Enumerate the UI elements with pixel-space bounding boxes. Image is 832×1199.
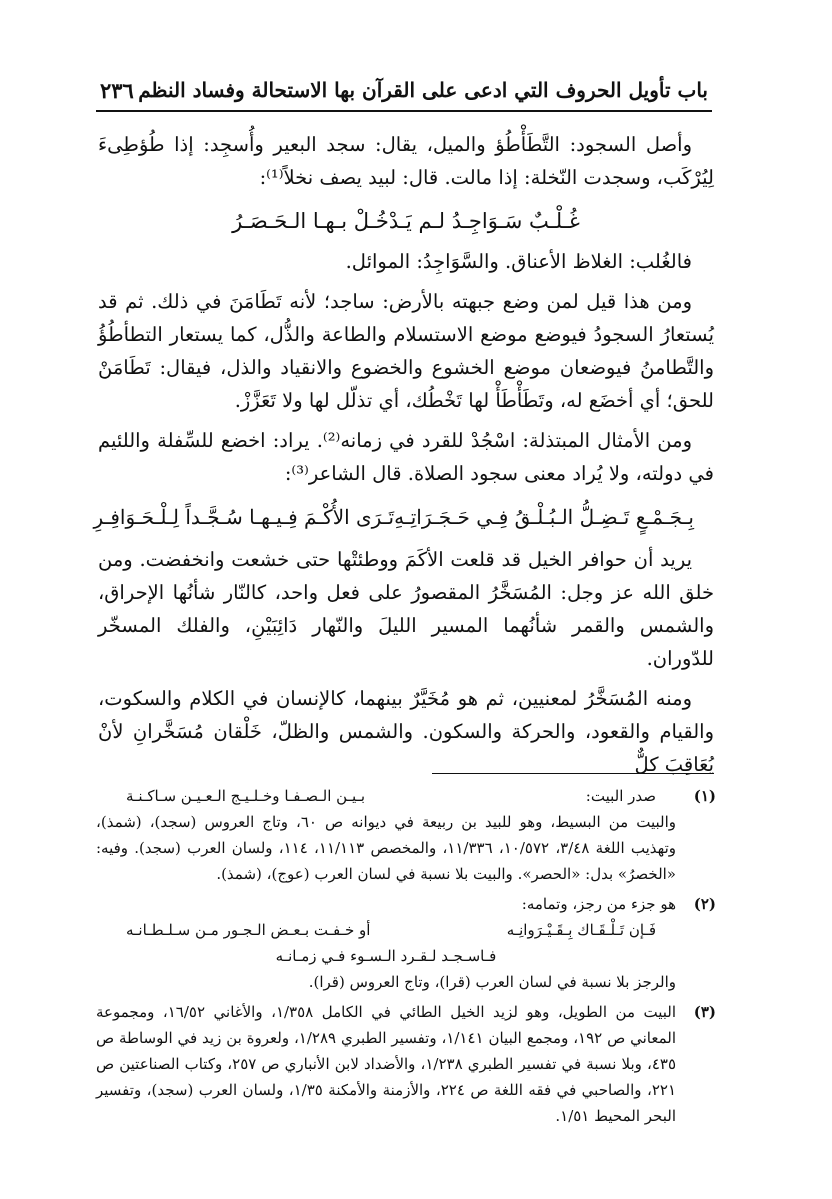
footnote-body — [96, 783, 676, 887]
footnote-text: البيت من الطويل، وهو لزيد الخيل الطائي في الكامل ١/٣٥٨، والأغاني ١٦/٥٢، ومجموعة المعاني ص ١٩٢، ومجمع البيان ١/١٤١، وتفسير الطبري ١/٢٨٩، ولعروة بن زيد في الوساطة ص ٤٣٥، وبلا نسبة في تفسير الطبري ١/٢٣٨، والأضداد لابن الأنباري ص ٢٥٧، وكتاب الصناعتين ص ٢٢١، والصاحبي في فقه اللغة ص ٢٢٤، والأزمنة والأمكنة ١/٣٥، ولسان العرب (سجد)، وتفسير البحر المحيط ١/٥١. — [96, 1003, 677, 1125]
paragraph-2: فالغُلب: الغلاظ الأعناق. والسَّوَاجِدُ: الموائل. — [345, 250, 692, 273]
footnote-number: (١) — [693, 787, 716, 805]
footnote-3 — [96, 999, 716, 1129]
footnote-separator — [432, 773, 714, 774]
footnote-number: (٣) — [693, 1003, 716, 1021]
footnote-2 — [96, 891, 716, 995]
footnote-label: هو جزء من رجز، وتمامه: — [521, 895, 676, 913]
footnote-text: والبيت من البسيط، وهو للبيد بن ربيعة في ديوانه ص ٦٠، وتاج العروس (سجد)، (شمذ)، وتهذيب اللغة ٣/٤٨، ١٠/٥٧٢، ١١/٣٣٦، والمخصص ١١/١١٣، ١١٤، ولسان العرب (سجد). وفيه: «الخصرُ» بدل: «الحصر». والبيت بلا نسبة في لسان العرب (عوج)، (شمذ). — [96, 813, 676, 883]
footnote-verse-first: فَـإن تَـلْـقَـاك بِـقَـيْـرَوانِـه — [506, 921, 656, 939]
footnote-verse-text: بـيـن الـصـفـا وخـلـيـج الـعـيـن سـاكـنـة — [126, 787, 366, 805]
main-text — [93, 128, 714, 788]
paragraph-4: ومن الأمثال المبتذلة: اسْجُدْ للقرد في زمانه⁽²⁾. يراد: اخضع للسِّفلة واللئيم في دولته، ولا يُراد معنى سجود الصلاة. قال الشاعر⁽³⁾: — [98, 429, 714, 485]
page-header — [96, 70, 712, 112]
running-title: باب تأويل الحروف التي ادعى على القرآن بها الاستحالة وفساد النظم — [138, 78, 708, 102]
verse-2-second-hemistich: تَـرَى الأُكْـمَ فِـيـهـا سُـجَّـداً لِـلْـحَـوَافِـرِ — [93, 505, 395, 529]
paragraph-3: ومن هذا قيل لمن وضع جبهته بالأرض: ساجد؛ لأنه تَطَامَنَ في ذلك. ثم قد يُستعارُ السجودُ فيوضع موضع الاستسلام والطاعة والذُّل، كما يستعار التطأطُؤُ والتَّطامنُ فيوضعان موضع الخشوع والخضوع والانقياد والذل، فيقال: تَطَامَنْ للحق؛ أي أخضَع له، وتَطَأْطَأْ لها تَخْطُك، أي تذلّل لها ولا تَعَزَّزْ. — [98, 290, 714, 412]
footnote-verse — [126, 917, 656, 943]
verse-1: غُـلْـبٌ سَـوَاجِـدُ لـم يَـدْخُـلْ بـهـا الـحَـصَـرُ — [232, 209, 580, 233]
verse-2 — [93, 497, 694, 537]
paragraph-6: ومنه المُسَخَّرُ لمعنيين، ثم هو مُخَيَّرٌ بينهما، كالإنسان في الكلام والسكوت، والقيام والقعود، والحركة والسكون. والشمس والظلّ، خَلْقان مُسَخَّرانِ لأنْ يُعَاقِبَ كلٌّ — [98, 687, 714, 776]
paragraph-5: يريد أن حوافر الخيل قد قلعت الأكَمَ ووطئتْها حتى خشعت وانخفضت. ومن خلق الله عز وجل: المُسَخَّرُ المقصورُ على فعل واحد، كالنّار شأنُها الإحراق، والشمس والقمر شأنُهما المسير الليلَ والنّهار دَائِبَيْنِ، والفلك المسخّر للدّوران. — [98, 548, 714, 670]
footnote-verse-third: فـاسـجـد لـقـرد الـسـوء فـي زمـانـه — [275, 947, 497, 965]
footnote-number: (٢) — [693, 895, 716, 913]
footnote-body — [96, 891, 676, 995]
footnote-verse — [126, 783, 656, 809]
footnotes — [96, 783, 716, 1133]
footnote-text: والرجز بلا نسبة في لسان العرب (قرا)، وتاج العروس (قرا). — [308, 973, 676, 991]
paragraph-1: وأصل السجود: التَّطَأْطُؤ والميل، يقال: سجد البعير وأُسجِد: إذا طُؤطِىءَ لِيُرْكَب، وسجدت النّخلة: إذا مالت. قال: لبيد يصف نخلاً⁽¹⁾: — [98, 133, 714, 189]
footnote-body — [96, 999, 676, 1129]
page-number: ٢٣٦ — [100, 78, 134, 103]
footnote-1 — [96, 783, 716, 887]
verse-2-first-hemistich: بِـجَـمْـعٍ تَـضِـلُّ الـبُـلْـقُ فِـي حَـجَـرَاتِـهِ — [394, 505, 694, 529]
footnote-label: صدر البيت: — [585, 787, 656, 805]
footnote-verse-second: أو خـفـت بـعـض الـجـور مـن سـلـطـانـه — [126, 921, 371, 939]
